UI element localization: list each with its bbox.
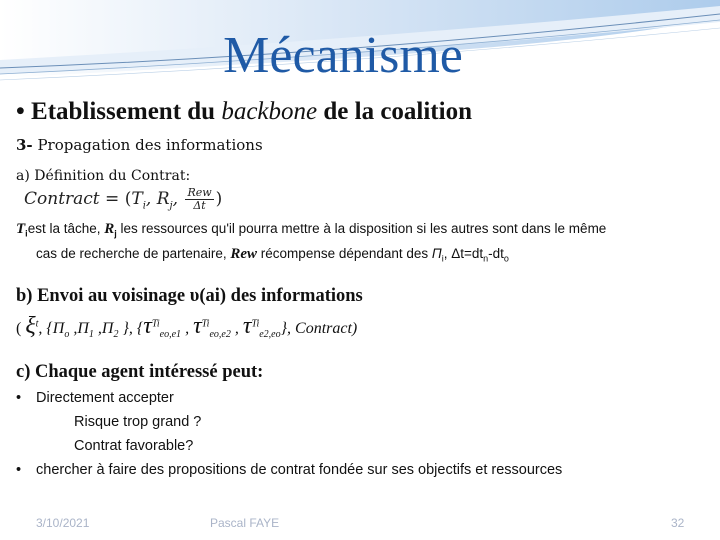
formula-pi-1: Π <box>77 320 89 337</box>
formula-tau-1-sup: Ti <box>151 318 160 330</box>
bullet-dot: • <box>16 390 22 406</box>
part-c-heading: c) Chaque agent intéressé peut: <box>16 362 264 382</box>
contract-formula <box>24 187 222 212</box>
footer-date: 3/10/2021 <box>36 516 90 530</box>
desc-s6: -dt <box>488 245 504 261</box>
desc-s3: cas de recherche de partenaire, <box>36 245 231 261</box>
bullet-dot: • <box>16 98 32 125</box>
list-item-text: chercher à faire des propositions de contrat fondée sur ses objectifs et ressources <box>36 462 563 478</box>
formula-pi-0: Π <box>52 320 65 337</box>
main-bullet-text-2: de la coalition <box>317 98 472 125</box>
formula-tau-2-sup: Ti <box>201 318 210 330</box>
contract-r: R <box>156 189 170 209</box>
desc-n: n <box>483 253 489 264</box>
footer-author: Pascal FAYE <box>210 516 280 530</box>
desc-o: o <box>503 253 509 264</box>
desc-pi: Π <box>431 245 442 261</box>
formula-tau-1-sub: eo,e1 <box>159 329 182 341</box>
description-line-2 <box>16 244 716 269</box>
footer-page-number: 32 <box>671 516 685 530</box>
section-text: Propagation des informations <box>32 136 263 154</box>
formula-xi-sup: t <box>35 318 39 330</box>
desc-s1: est la tâche, <box>27 221 105 236</box>
bullet-dot: • <box>16 462 22 478</box>
neighborhood-formula <box>16 313 357 340</box>
desc-s4: récompense dépendant des <box>257 245 432 261</box>
formula-pi-0-sub: o <box>64 329 70 341</box>
contract-close: ) <box>215 189 223 209</box>
formula-tau-2: τ <box>193 313 202 339</box>
formula-tau-3-sub: e2,eo <box>259 329 281 341</box>
formula-p2: }, { <box>118 320 144 337</box>
desc-pi-sub: i <box>441 253 444 264</box>
list-item-accept <box>16 390 174 406</box>
formula-p1: , { <box>38 320 53 337</box>
list-item-text: Directement accepter <box>36 390 174 406</box>
contract-fraction <box>185 187 213 212</box>
fraction-numerator: Rew <box>187 186 212 199</box>
formula-tau-2-sub: eo,e2 <box>209 329 231 341</box>
contract-eq: = <box>99 189 125 209</box>
fraction-denominator: Δt <box>193 199 206 212</box>
formula-tau-3-sup: Ti <box>251 318 260 330</box>
formula-tau-3: τ <box>242 313 252 339</box>
formula-comma-2: , <box>230 320 243 337</box>
main-bullet-backbone: backbone <box>221 98 318 125</box>
formula-close: }, Contract) <box>280 320 358 337</box>
part-b-heading: b) Envoi au voisinage υ(ai) des informations <box>16 286 363 306</box>
main-bullet-text-1: Etablissement du <box>31 98 222 125</box>
part-a-heading: a) Définition du Contrat: <box>16 168 191 184</box>
formula-c2: , <box>93 320 102 337</box>
list-item-risk: Risque trop grand ? <box>74 414 202 430</box>
contract-lhs: Contract <box>24 189 100 209</box>
formula-xi: ξ <box>25 313 36 339</box>
contract-t-sub: i <box>142 200 146 212</box>
desc-s5: , Δt=dt <box>443 245 484 261</box>
formula-tau-1: τ <box>143 313 152 339</box>
desc-r-sub: j <box>114 228 117 239</box>
main-bullet <box>16 98 472 126</box>
desc-t: T <box>16 221 26 237</box>
formula-c1: , <box>69 320 78 337</box>
contract-open: ( <box>124 189 132 209</box>
contract-description <box>16 219 716 268</box>
contract-sep1: , <box>145 189 157 209</box>
formula-pi-2-sub: 2 <box>113 329 119 341</box>
desc-t-sub: i <box>25 228 28 239</box>
section-heading-3 <box>16 136 263 154</box>
contract-r-sub: j <box>169 200 173 212</box>
desc-s2: les ressources qu'il pourra mettre à la disposition si les autres sont dans le même <box>116 221 607 236</box>
slide-title: Mécanisme <box>223 27 463 84</box>
section-number: 3- <box>16 136 33 154</box>
formula-pi-2: Π <box>101 320 114 337</box>
formula-pi-1-sub: 1 <box>88 329 94 341</box>
contract-t: T <box>131 189 143 209</box>
list-item-favorable: Contrat favorable? <box>74 438 194 454</box>
formula-comma-1: , <box>181 320 194 337</box>
list-item-propose <box>16 462 562 478</box>
desc-rew: Rew <box>230 245 258 262</box>
formula-open: ( <box>16 320 22 337</box>
contract-sep2: , <box>172 189 184 209</box>
description-line-1 <box>16 219 716 244</box>
desc-r: R <box>104 221 115 237</box>
